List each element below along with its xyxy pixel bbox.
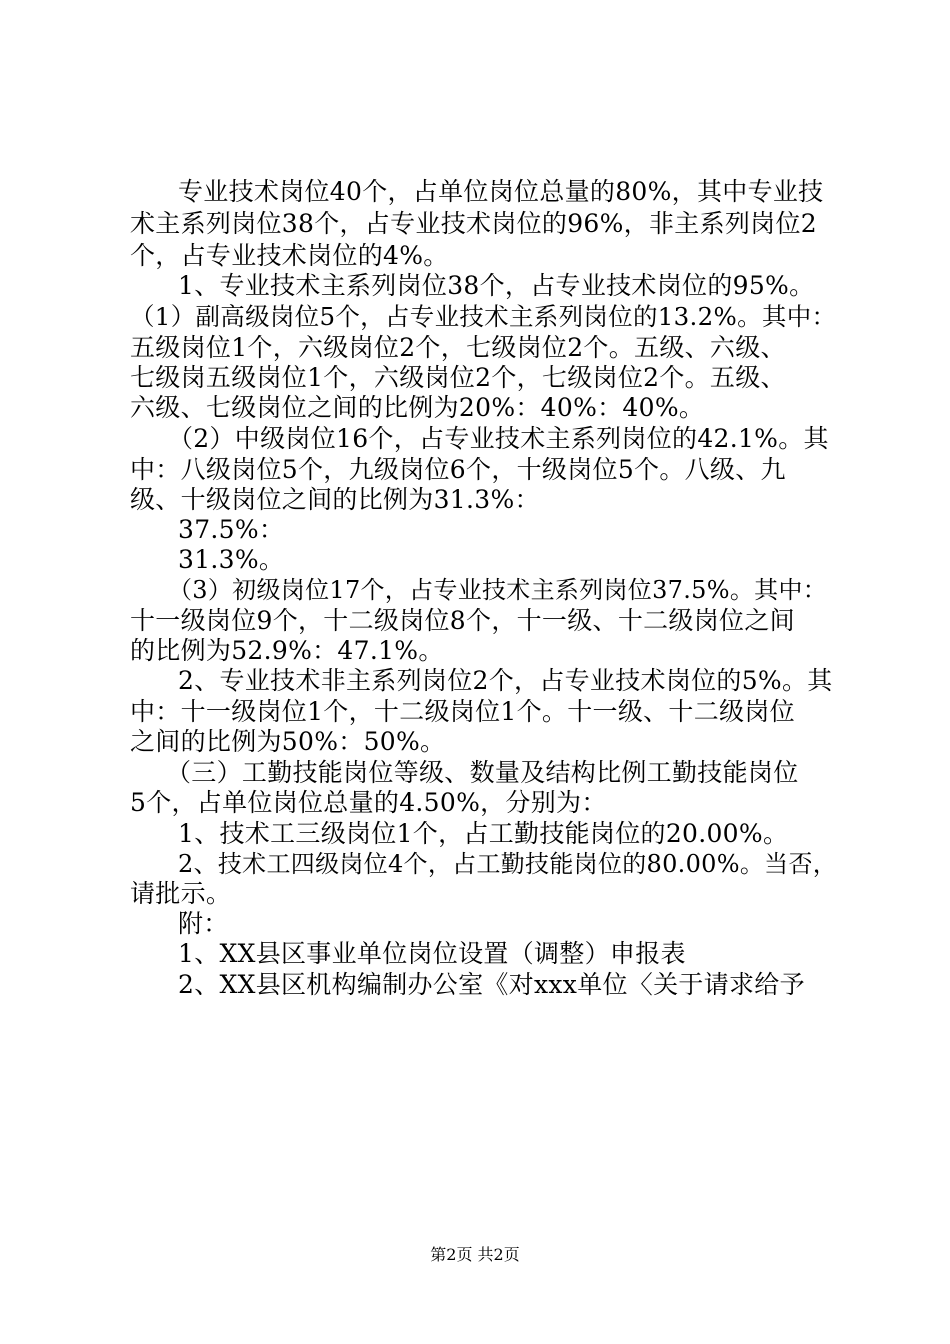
text-line: 个，占专业技术岗位的4%。 [130,241,449,270]
text-line: 31.3%。 [178,545,285,574]
text-line: 中：八级岗位5个，九级岗位6个，十级岗位5个。八级、九 [130,455,786,484]
text-line: 2、专业技术非主系列岗位2个，占专业技术岗位的5%。其 [178,666,833,695]
text-line: 37.5%： [178,515,285,544]
text-line: 专业技术岗位40个，占单位岗位总量的80%，其中专业技 [178,177,824,206]
text-line: 中：十一级岗位1个，十二级岗位1个。十一级、十二级岗位 [130,697,795,726]
text-line: 1、专业技术主系列岗位38个，占专业技术岗位的95%。 [178,271,815,300]
text-line: 2、XX县区机构编制办公室《对xxx单位〈关于请求给予 [178,970,805,999]
text-line: 1、XX县区事业单位岗位设置（调整）申报表 [178,939,686,968]
page-number-footer: 第2页 共2页 [430,1245,520,1264]
text-line: （1）副高级岗位5个，占专业技术主系列岗位的13.2%。其中： [130,302,837,331]
text-line: （2）中级岗位16个，占专业技术主系列岗位的42.1%。其 [168,424,829,453]
text-line: （3）初级岗位17个，占专业技术主系列岗位37.5%。其中： [168,576,828,604]
text-line: 1、技术工三级岗位1个，占工勤技能岗位的20.00%。 [178,819,789,848]
text-line: 之间的比例为50%：50%。 [130,727,446,756]
text-line: 的比例为52.9%：47.1%。 [130,636,444,665]
text-line: 请批示。 [130,879,232,908]
text-line: 七级岗五级岗位1个，六级岗位2个，七级岗位2个。五级、 [130,363,786,392]
text-line: 五级岗位1个，六级岗位2个，七级岗位2个。五级、六级、 [130,333,786,362]
text-line: 级、十级岗位之间的比例为31.3%： [130,485,540,514]
text-line: 六级、七级岗位之间的比例为20%：40%：40%。 [130,393,705,422]
text-line: 2、技术工四级岗位4个，占工勤技能岗位的80.00%。当否， [178,850,838,878]
text-line: 附： [178,909,229,938]
text-line: 十一级岗位9个，十二级岗位8个，十一级、十二级岗位之间 [130,606,795,635]
text-line: 5个，占单位岗位总量的4.50%，分别为： [130,788,607,817]
text-line: 术主系列岗位38个，占专业技术岗位的96%，非主系列岗位2 [130,209,817,238]
text-line: （三）工勤技能岗位等级、数量及结构比例工勤技能岗位 [166,758,799,787]
